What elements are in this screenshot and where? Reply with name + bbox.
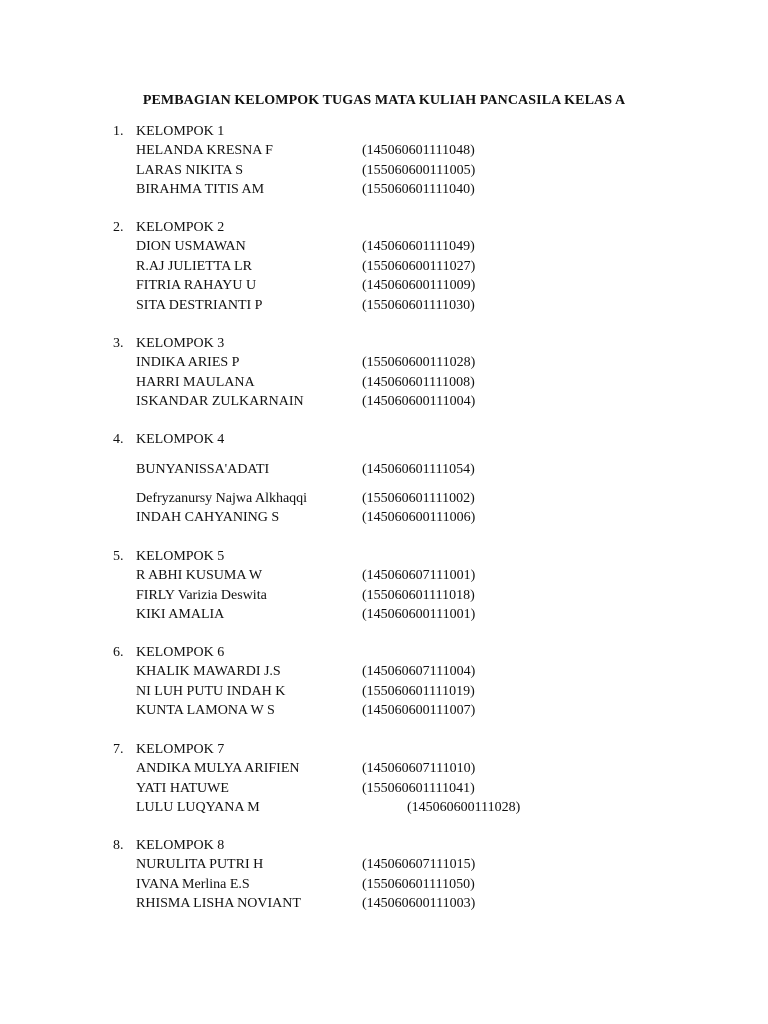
member-name: KHALIK MAWARDI J.S bbox=[136, 664, 281, 680]
group-heading bbox=[113, 643, 224, 662]
member-name: NI LUH PUTU INDAH K bbox=[136, 683, 286, 699]
member-row bbox=[113, 605, 476, 624]
member-nim: (145060601111048) bbox=[362, 143, 475, 159]
member-nim: (155060601111019) bbox=[362, 683, 475, 699]
member-row bbox=[113, 701, 476, 720]
member-row bbox=[113, 353, 476, 372]
member-row bbox=[113, 855, 476, 874]
member-row bbox=[113, 373, 475, 392]
member-nim: (155060601111002) bbox=[362, 490, 475, 506]
group-number: 5. bbox=[113, 549, 124, 564]
member-row bbox=[113, 662, 476, 681]
member-name: ISKANDAR ZULKARNAIN bbox=[136, 394, 304, 410]
group-2 bbox=[113, 218, 476, 315]
group-number: 1. bbox=[113, 124, 124, 139]
member-row bbox=[113, 489, 475, 508]
group-label: KELOMPOK 4 bbox=[136, 432, 225, 447]
member-nim: (155060601111030) bbox=[362, 297, 475, 313]
group-number: 3. bbox=[113, 336, 124, 351]
member-row bbox=[113, 798, 521, 817]
member-row bbox=[113, 508, 476, 527]
member-nim: (145060600111009) bbox=[362, 278, 476, 294]
member-nim: (145060600111007) bbox=[362, 703, 476, 719]
group-heading bbox=[113, 122, 224, 141]
member-row bbox=[113, 682, 475, 701]
group-label: KELOMPOK 1 bbox=[136, 124, 225, 139]
member-name: HARRI MAULANA bbox=[136, 374, 255, 390]
member-name: KIKI AMALIA bbox=[136, 607, 225, 623]
group-label: KELOMPOK 6 bbox=[136, 645, 225, 660]
member-nim: (145060601111008) bbox=[362, 374, 475, 390]
member-name: RHISMA LISHA NOVIANT bbox=[136, 896, 301, 912]
member-name: BIRAHMA TITIS AM bbox=[136, 182, 265, 198]
member-nim: (155060600111027) bbox=[362, 258, 476, 274]
member-name: IVANA Merlina E.S bbox=[136, 876, 250, 892]
member-row bbox=[113, 296, 475, 315]
group-4 bbox=[113, 430, 476, 528]
group-3 bbox=[113, 334, 476, 412]
member-nim: (155060600111028) bbox=[362, 355, 476, 371]
member-nim: (145060600111003) bbox=[362, 896, 476, 912]
member-name: FITRIA RAHAYU U bbox=[136, 278, 257, 294]
member-row bbox=[113, 257, 476, 276]
group-label: KELOMPOK 8 bbox=[136, 838, 225, 853]
member-nim: (155060600111005) bbox=[362, 162, 476, 178]
member-name: DION USMAWAN bbox=[136, 239, 246, 255]
group-heading bbox=[113, 334, 224, 353]
member-name: YATI HATUWE bbox=[136, 780, 229, 796]
group-label: KELOMPOK 3 bbox=[136, 336, 225, 351]
group-5 bbox=[113, 547, 476, 625]
member-row bbox=[113, 141, 475, 160]
member-name: BUNYANISSA'ADATI bbox=[136, 462, 270, 478]
group-heading bbox=[113, 740, 224, 759]
group-8 bbox=[113, 836, 476, 914]
group-number: 7. bbox=[113, 742, 124, 757]
member-nim: (145060600111028) bbox=[407, 800, 521, 816]
member-row bbox=[113, 161, 476, 180]
group-heading bbox=[113, 547, 224, 566]
group-1 bbox=[113, 122, 476, 200]
group-label: KELOMPOK 7 bbox=[136, 742, 225, 757]
member-name: HELANDA KRESNA F bbox=[136, 143, 273, 159]
member-row bbox=[113, 276, 476, 295]
member-nim: (145060601111049) bbox=[362, 239, 475, 255]
member-name: KUNTA LAMONA W S bbox=[136, 703, 275, 719]
member-name: FIRLY Varizia Deswita bbox=[136, 587, 267, 603]
member-nim: (145060601111054) bbox=[362, 462, 475, 478]
group-number: 4. bbox=[113, 432, 124, 447]
member-row bbox=[113, 180, 475, 199]
group-number: 2. bbox=[113, 220, 124, 235]
member-nim: (145060607111004) bbox=[362, 664, 476, 680]
group-heading bbox=[113, 430, 224, 449]
group-number: 8. bbox=[113, 838, 124, 853]
member-name: LARAS NIKITA S bbox=[136, 162, 243, 178]
member-name: R.AJ JULIETTA LR bbox=[136, 258, 252, 274]
member-name: INDIKA ARIES P bbox=[136, 355, 240, 371]
member-nim: (155060601111018) bbox=[362, 587, 475, 603]
group-6 bbox=[113, 643, 476, 721]
member-name: Defryzanursy Najwa Alkhaqqi bbox=[136, 490, 308, 506]
member-nim: (145060607111001) bbox=[362, 568, 476, 584]
member-name: ANDIKA MULYA ARIFIEN bbox=[136, 761, 300, 777]
member-nim: (145060607111015) bbox=[362, 857, 476, 873]
group-heading bbox=[113, 836, 224, 855]
member-row bbox=[113, 460, 475, 479]
member-name: NURULITA PUTRI H bbox=[136, 857, 264, 873]
member-name: R ABHI KUSUMA W bbox=[136, 568, 263, 584]
member-nim: (155060601111040) bbox=[362, 182, 475, 198]
group-7 bbox=[113, 740, 521, 818]
member-nim: (145060600111001) bbox=[362, 607, 476, 623]
member-row bbox=[113, 779, 475, 798]
member-nim: (145060600111006) bbox=[362, 510, 476, 526]
member-name: SITA DESTRIANTI P bbox=[136, 297, 263, 313]
member-row bbox=[113, 566, 476, 585]
member-row bbox=[113, 237, 475, 256]
member-row bbox=[113, 759, 476, 778]
group-label: KELOMPOK 5 bbox=[136, 549, 225, 564]
member-row bbox=[113, 894, 476, 913]
member-nim: (145060607111010) bbox=[362, 761, 476, 777]
member-nim: (155060601111041) bbox=[362, 780, 475, 796]
group-number: 6. bbox=[113, 645, 124, 660]
member-nim: (145060600111004) bbox=[362, 394, 476, 410]
member-row bbox=[113, 586, 475, 605]
member-nim: (155060601111050) bbox=[362, 876, 475, 892]
group-heading bbox=[113, 218, 224, 237]
group-label: KELOMPOK 2 bbox=[136, 220, 225, 235]
page-title: PEMBAGIAN KELOMPOK TUGAS MATA KULIAH PANCASILA KELAS A bbox=[142, 93, 626, 108]
member-row bbox=[113, 875, 475, 894]
member-row bbox=[113, 392, 476, 411]
member-name: LULU LUQYANA M bbox=[136, 800, 260, 816]
member-name: INDAH CAHYANING S bbox=[136, 510, 280, 526]
